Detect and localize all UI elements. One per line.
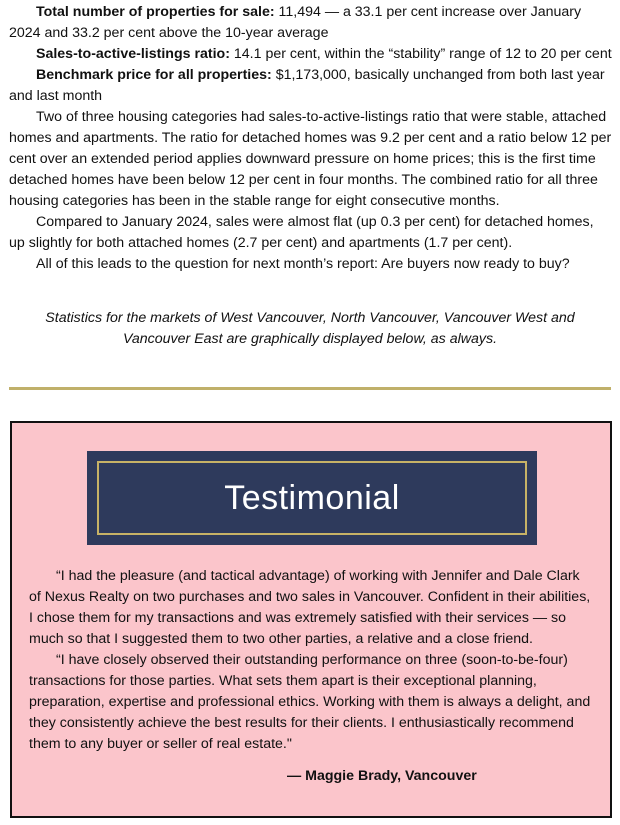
stat-label: Benchmark price for all properties:: [36, 67, 272, 83]
quote-paragraph: “I had the pleasure (and tactical advantage) of working with Jennifer and Dale Clark of Nexus Realty on two purchases and two sales in Vancouver. Confident in their abilities, I chose them for my transactions and was extremely satisfied with their services — so much so that I suggested them to two other parties, a relative and a close friend.: [29, 568, 591, 647]
testimonial-title: Testimonial: [224, 478, 400, 517]
banner-frame: [97, 461, 527, 535]
body-paragraph: All of this leads to the question for next month’s report: Are buyers now ready to buy?: [36, 256, 570, 272]
stat-value: 14.1 per cent, within the “stability” range of 12 to 20 per cent: [229, 46, 612, 62]
stat-total-properties: [9, 2, 613, 44]
stat-sales-ratio: [9, 44, 613, 65]
statistics-caption: Statistics for the markets of West Vancouver, North Vancouver, Vancouver West and Vancouver East are graphically displayed below, as always.: [45, 310, 575, 347]
testimonial-attribution: — Maggie Brady, Vancouver: [287, 768, 477, 784]
section-divider: [9, 387, 611, 390]
testimonial-banner: [87, 451, 537, 545]
stat-value: 11,494 — a 33.1 per cent increase over January 2024 and 33.2 per cent above the 10-year average: [9, 4, 582, 41]
stat-label: Sales-to-active-listings ratio:: [36, 46, 230, 62]
testimonial-box: [10, 421, 612, 818]
stat-value: $1,173,000, basically unchanged from both last year and last month: [9, 67, 605, 104]
market-report: [9, 2, 613, 275]
testimonial-quote: [29, 566, 595, 755]
body-paragraph: Two of three housing categories had sales-to-active-listings ratio that were stable, attached homes and apartments. The ratio for detached homes was 9.2 per cent and a ratio below 12 per cent over an extended period applies downward pressure on home prices; this is the first time detached homes have been below 12 per cent in four months. The combined ratio for all three housing categories has been in the stable range for eight consecutive months.: [9, 109, 612, 209]
body-paragraph: Compared to January 2024, sales were almost flat (up 0.3 per cent) for detached homes, up slightly for both attached homes (2.7 per cent) and apartments (1.7 per cent).: [9, 214, 594, 251]
stat-label: Total number of properties for sale:: [36, 4, 275, 20]
quote-paragraph: “I have closely observed their outstanding performance on three (soon-to-be-four) transactions for those parties. What sets them apart is their exceptional planning, preparation, expertise and professional ethics. Working with them is always a delight, and they consistently achieve the best results for their clients. I enthusiastically recommend them to any buyer or seller of real estate.": [29, 652, 591, 752]
stat-benchmark-price: [9, 65, 613, 107]
